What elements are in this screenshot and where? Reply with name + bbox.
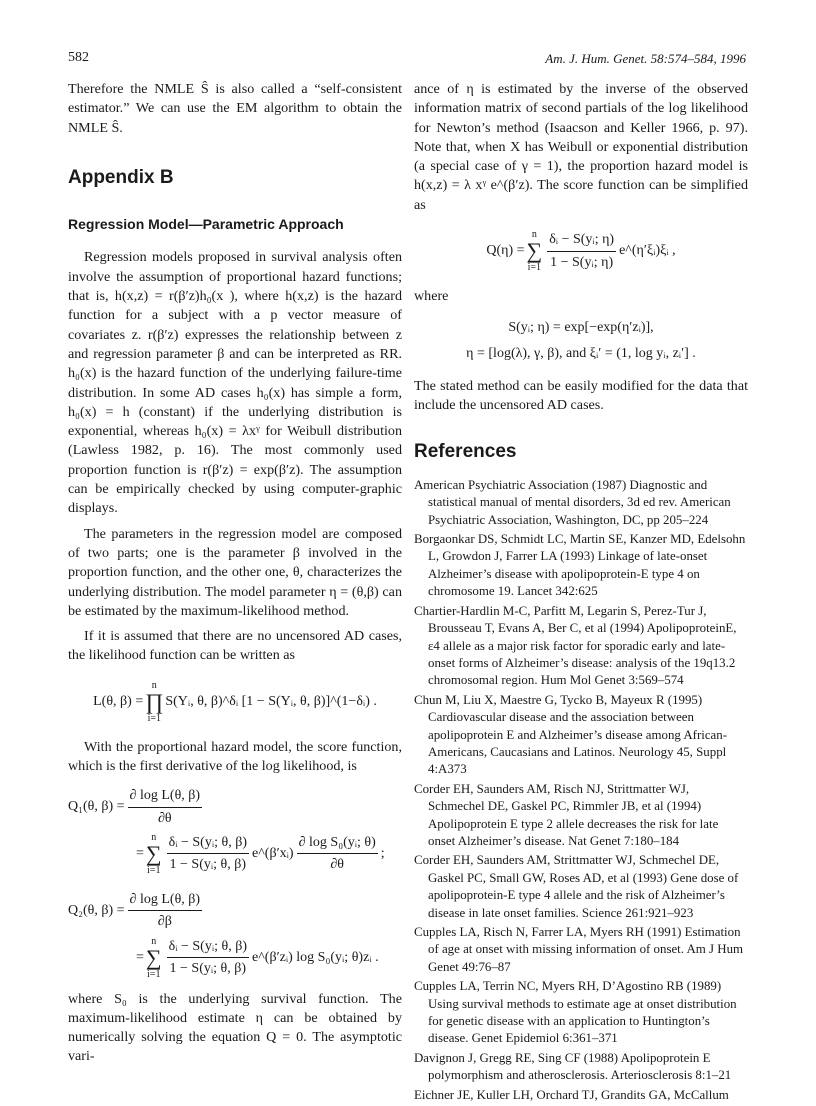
sum-symbol: ∑ (145, 840, 162, 866)
references-list (414, 477, 748, 1104)
equation-q1 (68, 786, 402, 876)
paragraph-score: With the proportional hazard model, the score function, which is the first derivative of the log likelihood, is (68, 738, 402, 775)
paragraph-where: where S₀ is the underlying survival function. The maximum-likelihood estimate η can be obtained by numerically solving the equation Q = 0. The asymptotic vari- (68, 990, 402, 1065)
right-column (414, 80, 748, 1106)
section-subheading: Regression Model—Parametric Approach (68, 216, 344, 233)
eq-q2-frac2 (167, 937, 249, 979)
eq-q-sum-upper: n (531, 229, 537, 241)
eq-q1-frac3-den: ∂θ (330, 857, 344, 873)
reference-item: Corder EH, Saunders AM, Risch NJ, Strittmatter WJ, Schmechel DE, Gaskel PC, Rimmler JB, et al (1994) Apolipoprotein E type 2 allele decreases the risk for late onset Alzheimer’s disease. Nat Genet 7:180–184 (414, 781, 719, 848)
equation-likelihood (68, 680, 402, 724)
equation-s: S(yᵢ; η) = exp[−exp(η′zᵢ)], (508, 320, 654, 336)
eq-q1-frac2 (167, 833, 249, 875)
eq-q2-frac2-num: δᵢ − S(yᵢ; θ, β) (167, 937, 249, 958)
eq-q-sum-lower: i=1 (527, 262, 542, 274)
product-upper: n (151, 679, 157, 691)
paragraph-modified: The stated method can be easily modified for the data that include the uncensored AD cases. (414, 377, 748, 414)
equation-q2 (68, 890, 402, 980)
eq-q2-frac1-num: ∂ log L(θ, β) (128, 890, 203, 911)
eq-q1-sum-lower: i=1 (147, 864, 161, 876)
eq-q1-frac2-num: δᵢ − S(yᵢ; θ, β) (167, 833, 249, 854)
eq-q2-sum-lower: i=1 (147, 968, 161, 980)
running-head: Am. J. Hum. Genet. 58:574–584, 1996 (545, 51, 746, 66)
eq-q2-frac1 (128, 890, 203, 932)
eq-q1-lhs: Q₁(θ, β) = (68, 799, 125, 815)
reference-item: Corder EH, Saunders AM, Strittmatter WJ, Schmechel DE, Gaskel PC, Small GW, Roses AD, et al (1993) Gene dose of apolipoprotein-E type 4 allele and the risk of Alzheimer’s disease in late onset families. Science 261:921–923 (414, 853, 739, 920)
equation-eta: η = [log(λ), γ, β), and ξᵢ′ = (1, log yᵢ, zᵢ′] . (466, 345, 696, 361)
eq-q1-end: ; (380, 846, 385, 862)
product-lower: i=1 (147, 712, 161, 724)
product-symbol: ∏ (145, 688, 164, 714)
eq-q2-frac1-den: ∂β (157, 914, 172, 930)
eq-q2-frac2-den: 1 − S(yᵢ; θ, β) (169, 961, 247, 976)
reference-item: Cupples LA, Risch N, Farrer LA, Myers RH (1991) Estimation of age at onset with missing information of onset. Am J Hum Genet 49:76–87 (414, 925, 744, 974)
eq-q-tail: e^(η′ξᵢ)ξᵢ , (619, 243, 676, 259)
eq-q2-tail: e^(β′zᵢ) log S₀(yᵢ; θ)zᵢ . (252, 949, 379, 965)
eq-q2-sum (146, 936, 162, 980)
eq-q-lhs: Q(η) = (486, 243, 525, 259)
intro-paragraph: Therefore the NMLE Ŝ is also called a “self-consistent estimator.” We can use the EM algorithm to obtain the NMLE Ŝ. (68, 81, 402, 136)
where-word: where (414, 288, 449, 305)
sum-symbol: ∑ (526, 238, 543, 264)
reference-item: Davignon J, Gregg RE, Sing CF (1988) Apolipoprotein E polymorphism and atherosclerosis. Arteriosclerosis 8:1–21 (414, 1050, 732, 1083)
eq-q2-lhs: Q₂(θ, β) = (68, 903, 125, 919)
paragraph-continued: ance of η is estimated by the inverse of the observed information matrix of second partials of the log likelihood for Newton’s method (Isaacson and Keller 1966, p. 97). Note that, when X has Weibull or exponential distribution (a special case of γ = 1), the proportion hazard model is h(x,z) = λ xᵞ e^(β′z). The score function can be simplified as (414, 81, 748, 213)
eq-q-sum (527, 229, 543, 273)
reference-item: Borgaonkar DS, Schmidt LC, Martin SE, Kanzer MD, Edelsohn L, Growdon J, Farrer LA (1993) Linkage of late-onset Alzheimer’s disease with apolipoprotein-E type 4 on chromosome 19. Lancet 342:625 (414, 532, 746, 599)
eq-q1-frac1 (128, 786, 203, 828)
references-heading: References (414, 440, 517, 462)
appendix-heading: Appendix B (68, 166, 174, 188)
eq-likelihood-body: S(Yᵢ, θ, β)^δᵢ [1 − S(Yᵢ, θ, β)]^(1−δᵢ) . (165, 694, 377, 710)
reference-item: American Psychiatric Association (1987) Diagnostic and statistical manual of mental disorders, 3d ed rev. American Psychiatric Association, Washington, DC, pp 205–224 (414, 477, 731, 527)
page-number: 582 (68, 50, 89, 65)
eq-q-frac-num: δᵢ − S(yᵢ; η) (547, 230, 616, 251)
reference-item: Eichner JE, Kuller LH, Orchard TJ, Grandits GA, McCallum (414, 1087, 729, 1102)
eq-q1-frac3 (297, 833, 378, 875)
product-operator (145, 680, 163, 724)
reference-item: Chun M, Liu X, Maestre G, Tycko B, Mayeux R (1995) Cardiovascular disease and the association between apolipoprotein E and Alzheimer’s disease among African-Americans, Caucasians and Latinos. Neurology 45, Suppl 4:A373 (414, 692, 728, 777)
equation-q (414, 229, 748, 273)
eq-q2-equals: = (136, 949, 144, 965)
eq-q1-frac2-den: 1 − S(yᵢ; θ, β) (169, 857, 247, 873)
eq-q-frac-den: 1 − S(yᵢ; η) (550, 254, 614, 270)
paragraph-likelihood: If it is assumed that there are no uncensored AD cases, the likelihood function can be written as (68, 628, 402, 664)
paragraph-regression: Regression models proposed in survival analysis often involve the assumption of proportional hazard functions; that is, h(x,z) = r(β′z)h₀(x ), where h(x,z) is the hazard function for a subject with a p vector measure of covariates z. r(β′z) expresses the relationship between z and regression parameter β and can be interpreted as RR. h₀(x) is the hazard function of the underlying failure-time distribution. In some AD cases h₀(x) has simple a form, h₀(x) = h (constant) if the underlying distribution is exponential, whereas h₀(x) = λxᵞ for Weibull distribution (Lawless 1982, p. 16). The most commonly used proportion function is r(β′z) = exp(β′z). The assumption can be empirically checked by using computer-graphic displays. (68, 249, 402, 517)
eq-q1-frac1-den: ∂θ (157, 810, 172, 826)
eq-q1-frac3-num: ∂ log S₀(yᵢ; θ) (297, 833, 378, 854)
eq-q1-exp: e^(β′xᵢ) (252, 846, 294, 862)
eq-q1-sum (146, 832, 162, 876)
reference-item: Cupples LA, Terrin NC, Myers RH, D’Agostino RB (1989) Using survival methods to estimate age at onset distribution for genetic disease with an application to Huntington’s disease. Genet Epidemiol 6:361–371 (414, 979, 737, 1046)
paragraph-parameters: The parameters in the regression model are composed of two parts; one is the parameter β involved in the proportion function, and the other one, θ, characterizes the underlying distribution. The model parameter η = (θ,β) can be estimated by the maximum-likelihood method. (68, 525, 402, 619)
eq-q1-equals: = (136, 846, 144, 862)
reference-item: Chartier-Hardlin M-C, Parfitt M, Legarin S, Perez-Tur J, Brousseau T, Evans A, Ber C, et al (1994) ApolipoproteinE, ε4 allele as a major risk factor for sporadic early and late-onset forms of Alzheimer’s disease: analysis of the 19q13.2 chromosomal region. Hum Mol Genet 3:569–574 (414, 603, 737, 688)
eq-q1-frac1-num: ∂ log L(θ, β) (128, 786, 203, 807)
eq-likelihood-lhs: L(θ, β) = (93, 694, 144, 710)
left-column (68, 80, 402, 1067)
eq-q2-sum-upper: n (151, 935, 157, 947)
eq-q1-sum-upper: n (151, 831, 157, 843)
eq-q-frac (547, 230, 616, 272)
sum-symbol: ∑ (145, 944, 162, 970)
